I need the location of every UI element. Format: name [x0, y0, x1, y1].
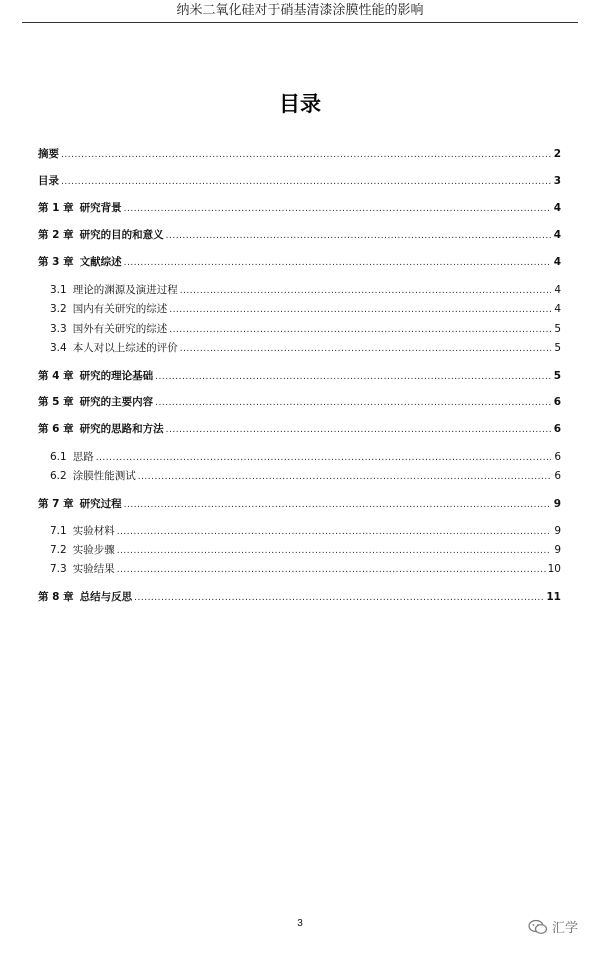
- toc-entry-page: 4: [554, 303, 561, 315]
- toc-chapter-entry[interactable]: [38, 254, 561, 269]
- toc-chapter-entry[interactable]: [38, 200, 561, 215]
- toc-entry-page: 11: [546, 591, 561, 603]
- toc-entry-label: 国内有关研究的综述: [72, 303, 168, 315]
- toc-entry-label: 本人对以上综述的评价: [72, 342, 178, 354]
- toc-chapter-entry[interactable]: [38, 173, 561, 188]
- toc-chapter-entry[interactable]: [38, 589, 561, 604]
- toc-entry-label: 文献综述: [79, 256, 122, 268]
- toc-leader-dots: [124, 204, 551, 214]
- toc-leader-dots: [155, 398, 551, 408]
- toc-leader-dots: [169, 325, 551, 335]
- toc-entry-page: 5: [554, 342, 561, 354]
- toc-section-entry[interactable]: [38, 340, 561, 355]
- toc-entry-page: 9: [554, 525, 561, 537]
- toc-leader-dots: [166, 425, 551, 435]
- wechat-icon: [528, 919, 548, 935]
- toc-section-entry[interactable]: [38, 301, 561, 316]
- toc-leader-dots: [96, 453, 551, 463]
- toc-entry-page: 5: [553, 370, 561, 382]
- toc-entry-label: 实验结果: [72, 563, 115, 575]
- toc-leader-dots: [166, 231, 551, 241]
- toc-chapter-entry[interactable]: [38, 146, 561, 161]
- toc-section-entry[interactable]: [38, 468, 561, 483]
- toc-entry-number: 6.2: [50, 470, 67, 482]
- toc-entry-number: 第 2 章: [38, 229, 74, 241]
- toc-section-entry[interactable]: [38, 449, 561, 464]
- toc-entry-label: 研究的目的和意义: [79, 229, 164, 241]
- toc-chapter-entry[interactable]: [38, 421, 561, 436]
- toc-entry-page: 6: [553, 423, 561, 435]
- page-title: 目录: [279, 91, 321, 116]
- toc-leader-dots: [169, 305, 551, 315]
- toc-entry-label: 目录: [38, 175, 59, 187]
- toc-entry-label: 研究过程: [79, 498, 122, 510]
- toc-entry-number: 第 8 章: [38, 591, 74, 603]
- toc-leader-dots: [134, 593, 544, 603]
- toc-entry-label: 研究的理论基础: [79, 370, 154, 382]
- toc-chapter-entry[interactable]: [38, 496, 561, 511]
- toc-entry-label: 摘要: [38, 148, 59, 160]
- toc-entry-label: 涂膜性能测试: [72, 470, 136, 482]
- toc-leader-dots: [61, 177, 551, 187]
- toc-entry-number: 7.1: [50, 525, 67, 537]
- toc-entry-label: 思路: [72, 451, 94, 463]
- watermark: [528, 917, 578, 936]
- toc-entry-number: 第 6 章: [38, 423, 74, 435]
- toc-entry-number: 6.1: [50, 451, 67, 463]
- toc-entry-number: 3.1: [50, 284, 67, 296]
- toc-chapter-entry[interactable]: [38, 227, 561, 242]
- toc-section-entry[interactable]: [38, 282, 561, 297]
- toc-chapter-entry[interactable]: [38, 368, 561, 383]
- toc-leader-dots: [138, 472, 551, 482]
- toc-entry-page: 9: [553, 498, 561, 510]
- toc-entry-number: 第 7 章: [38, 498, 74, 510]
- toc-entry-label: 国外有关研究的综述: [72, 323, 168, 335]
- toc-section-entry[interactable]: [38, 561, 561, 576]
- toc-leader-dots: [61, 150, 551, 160]
- toc-leader-dots: [155, 372, 551, 382]
- header-title: 纳米二氧化硅对于硝基清漆涂膜性能的影响: [176, 3, 424, 18]
- toc-entry-number: 第 1 章: [38, 202, 74, 214]
- toc-entry-page: 10: [547, 563, 561, 575]
- toc-entry-page: 4: [553, 202, 561, 214]
- toc-entry-number: 第 3 章: [38, 256, 74, 268]
- toc-entry-label: 研究的思路和方法: [79, 423, 164, 435]
- toc-entry-number: 3.2: [50, 303, 67, 315]
- toc-entry-label: 实验步骤: [72, 544, 115, 556]
- toc-entry-label: 实验材料: [72, 525, 115, 537]
- toc-entry-label: 研究的主要内容: [79, 396, 154, 408]
- toc-leader-dots: [117, 527, 551, 537]
- toc-leader-dots: [124, 258, 551, 268]
- toc-entry-page: 6: [554, 470, 561, 482]
- toc-entry-number: 第 5 章: [38, 396, 74, 408]
- toc-leader-dots: [180, 344, 551, 354]
- toc-entry-page: 4: [553, 256, 561, 268]
- toc-section-entry[interactable]: [38, 523, 561, 538]
- toc-entry-page: 4: [554, 284, 561, 296]
- toc-leader-dots: [124, 500, 551, 510]
- toc-leader-dots: [117, 546, 551, 556]
- running-header: [22, 0, 578, 23]
- toc-entry-page: 4: [553, 229, 561, 241]
- toc-entry-number: 3.3: [50, 323, 67, 335]
- toc-chapter-entry[interactable]: [38, 394, 561, 409]
- toc-leader-dots: [180, 286, 551, 296]
- toc-entry-number: 3.4: [50, 342, 67, 354]
- watermark-text: 汇学: [551, 921, 578, 936]
- toc-entry-number: 第 4 章: [38, 370, 74, 382]
- toc-entry-page: 2: [553, 148, 561, 160]
- toc-entry-label: 理论的渊源及演进过程: [72, 284, 178, 296]
- toc-entry-page: 9: [554, 544, 561, 556]
- toc-entry-page: 3: [553, 175, 561, 187]
- toc-entry-number: 7.2: [50, 544, 67, 556]
- toc-entry-page: 6: [553, 396, 561, 408]
- toc-entry-number: 7.3: [50, 563, 67, 575]
- toc-section-entry[interactable]: [38, 542, 561, 557]
- toc-entry-label: 总结与反思: [79, 591, 133, 603]
- toc-entry-page: 5: [554, 323, 561, 335]
- toc-entry-label: 研究背景: [79, 202, 122, 214]
- toc-entry-page: 6: [554, 451, 561, 463]
- toc-leader-dots: [117, 565, 546, 575]
- page-number: 3: [297, 918, 303, 929]
- toc-section-entry[interactable]: [38, 321, 561, 336]
